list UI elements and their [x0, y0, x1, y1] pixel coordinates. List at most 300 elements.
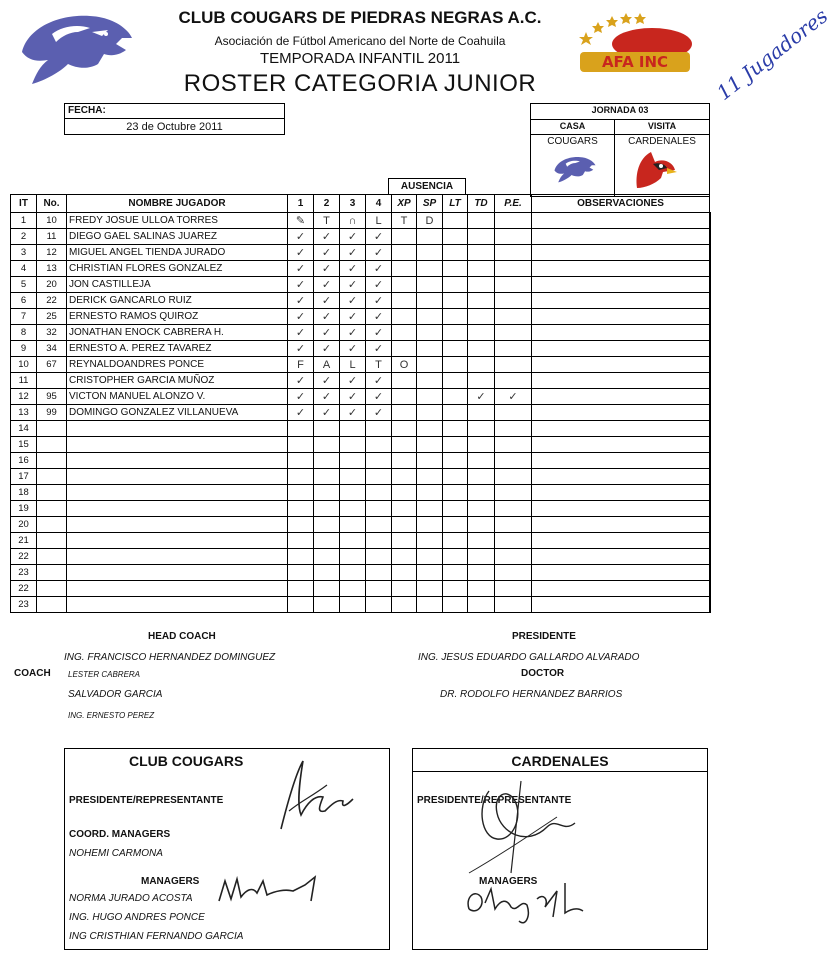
table-row — [11, 437, 711, 453]
row-mark-cell — [366, 453, 392, 469]
row-mark-cell — [288, 549, 314, 565]
row-mark-cell — [443, 549, 468, 565]
row-mark-cell — [340, 565, 366, 581]
row-mark-cell — [417, 501, 443, 517]
row-mark-cell — [392, 453, 417, 469]
row-player-name — [67, 501, 288, 517]
row-observaciones — [710, 485, 711, 501]
row-mark-cell: ✓ — [340, 261, 366, 277]
row-mark-cell — [392, 485, 417, 501]
row-mark-cell: ✓ — [366, 261, 392, 277]
row-mark-cell — [417, 565, 443, 581]
row-mark-cell — [392, 309, 417, 325]
row-it: 8 — [11, 325, 37, 341]
row-mark-cell: T — [392, 213, 417, 229]
row-mark-cell: ✓ — [340, 245, 366, 261]
row-mark-cell — [532, 437, 710, 453]
row-mark-cell — [392, 533, 417, 549]
row-mark-cell — [468, 501, 495, 517]
row-mark-cell — [443, 389, 468, 405]
row-mark-cell — [340, 517, 366, 533]
row-mark-cell — [443, 357, 468, 373]
col-observaciones: OBSERVACIONES — [532, 195, 710, 213]
row-mark-cell — [443, 517, 468, 533]
row-mark-cell — [366, 581, 392, 597]
row-mark-cell: ✓ — [340, 309, 366, 325]
row-number: 34 — [37, 341, 67, 357]
row-mark-cell — [468, 341, 495, 357]
row-mark-cell — [468, 469, 495, 485]
row-mark-cell — [288, 469, 314, 485]
row-mark-cell: T — [366, 357, 392, 373]
row-mark-cell — [417, 533, 443, 549]
row-mark-cell — [366, 565, 392, 581]
row-mark-cell: ✓ — [340, 341, 366, 357]
row-mark-cell — [340, 581, 366, 597]
row-observaciones — [710, 309, 711, 325]
row-observaciones — [710, 533, 711, 549]
row-number: 95 — [37, 389, 67, 405]
row-mark-cell — [417, 581, 443, 597]
row-mark-cell — [495, 501, 532, 517]
row-number: 20 — [37, 277, 67, 293]
signature-icon — [215, 871, 325, 907]
row-mark-cell — [288, 533, 314, 549]
row-number — [37, 533, 67, 549]
row-mark-cell — [468, 485, 495, 501]
row-observaciones — [710, 565, 711, 581]
row-mark-cell — [443, 565, 468, 581]
head-coach-label: HEAD COACH — [148, 631, 216, 642]
signature-icon — [461, 869, 601, 929]
row-it: 23 — [11, 597, 37, 613]
row-mark-cell — [417, 517, 443, 533]
table-row — [11, 501, 711, 517]
row-mark-cell — [314, 597, 340, 613]
row-mark-cell — [366, 421, 392, 437]
table-row — [11, 421, 711, 437]
row-mark-cell — [340, 453, 366, 469]
club-cougars-signature-box — [64, 748, 390, 950]
col-sp: SP — [417, 195, 443, 213]
row-mark-cell — [495, 309, 532, 325]
row-mark-cell — [340, 421, 366, 437]
row-mark-cell — [366, 469, 392, 485]
row-mark-cell — [443, 373, 468, 389]
row-observaciones — [710, 277, 711, 293]
row-number: 25 — [37, 309, 67, 325]
row-it: 13 — [11, 405, 37, 421]
row-mark-cell: ✓ — [314, 293, 340, 309]
row-mark-cell — [340, 485, 366, 501]
row-mark-cell — [288, 437, 314, 453]
row-mark-cell — [417, 421, 443, 437]
row-mark-cell — [532, 501, 710, 517]
row-number — [37, 597, 67, 613]
row-mark-cell — [392, 229, 417, 245]
row-mark-cell — [392, 581, 417, 597]
row-mark-cell — [366, 597, 392, 613]
table-row — [11, 277, 711, 293]
row-mark-cell: O — [392, 357, 417, 373]
row-mark-cell — [468, 421, 495, 437]
fecha-value: 23 de Octubre 2011 — [126, 121, 223, 133]
row-mark-cell — [495, 229, 532, 245]
row-mark-cell — [417, 389, 443, 405]
row-number — [37, 437, 67, 453]
row-mark-cell: ✓ — [366, 309, 392, 325]
table-row — [11, 565, 711, 581]
table-row — [11, 357, 711, 373]
row-mark-cell — [417, 229, 443, 245]
row-mark-cell — [495, 341, 532, 357]
row-mark-cell: D — [417, 213, 443, 229]
row-mark-cell — [314, 485, 340, 501]
cardenales-signature-box — [412, 748, 708, 950]
row-mark-cell — [443, 581, 468, 597]
jornada-title: JORNADA 03 — [591, 105, 649, 115]
row-mark-cell — [443, 293, 468, 309]
table-row — [11, 581, 711, 597]
row-observaciones — [710, 405, 711, 421]
row-mark-cell: ✓ — [314, 341, 340, 357]
table-row — [11, 213, 711, 229]
row-mark-cell — [468, 549, 495, 565]
row-number: 12 — [37, 245, 67, 261]
doctor-label: DOCTOR — [521, 668, 565, 679]
row-mark-cell: ✓ — [366, 405, 392, 421]
club-managers-label: MANAGERS — [141, 876, 200, 887]
row-player-name: JONATHAN ENOCK CABRERA H. — [67, 325, 288, 341]
row-mark-cell: ✓ — [366, 325, 392, 341]
ausencia-header: AUSENCIA — [388, 178, 466, 195]
row-mark-cell — [392, 325, 417, 341]
table-row — [11, 517, 711, 533]
row-mark-cell — [392, 517, 417, 533]
casa-label: CASA — [559, 121, 586, 131]
row-mark-cell — [340, 437, 366, 453]
row-player-name: CRISTOPHER GARCIA MUÑOZ — [67, 373, 288, 389]
row-player-name: DIEGO GAEL SALINAS JUAREZ — [67, 229, 288, 245]
row-player-name — [67, 485, 288, 501]
visita-label: VISITA — [647, 121, 677, 131]
row-mark-cell — [468, 453, 495, 469]
row-mark-cell — [443, 245, 468, 261]
row-it: 16 — [11, 453, 37, 469]
jornada-box — [530, 103, 710, 197]
signature-icon — [271, 755, 361, 835]
table-row — [11, 341, 711, 357]
row-player-name: CHRISTIAN FLORES GONZALEZ — [67, 261, 288, 277]
club-box-title: CLUB COUGARS — [129, 753, 244, 769]
association-name: Asociación de Fútbol Americano del Norte de Coahuila — [214, 34, 506, 48]
row-mark-cell: ✓ — [314, 261, 340, 277]
row-mark-cell — [392, 245, 417, 261]
row-observaciones — [710, 453, 711, 469]
club-coord-label: COORD. MANAGERS — [69, 829, 171, 840]
row-mark-cell: ✓ — [340, 325, 366, 341]
row-player-name: ERNESTO RAMOS QUIROZ — [67, 309, 288, 325]
row-it: 21 — [11, 533, 37, 549]
table-row — [11, 405, 711, 421]
row-it: 19 — [11, 501, 37, 517]
row-mark-cell — [532, 485, 710, 501]
row-mark-cell: ✓ — [366, 293, 392, 309]
table-row — [11, 469, 711, 485]
row-mark-cell: ✓ — [340, 277, 366, 293]
row-it: 23 — [11, 565, 37, 581]
row-mark-cell — [366, 533, 392, 549]
row-it: 4 — [11, 261, 37, 277]
row-mark-cell — [288, 485, 314, 501]
row-mark-cell — [417, 357, 443, 373]
row-mark-cell — [392, 277, 417, 293]
row-mark-cell — [468, 597, 495, 613]
row-it: 17 — [11, 469, 37, 485]
row-mark-cell — [532, 277, 710, 293]
row-mark-cell — [314, 533, 340, 549]
table-row — [11, 597, 711, 613]
row-it: 3 — [11, 245, 37, 261]
table-header-row — [11, 195, 711, 213]
table-row — [11, 453, 711, 469]
fecha-label: FECHA: — [68, 105, 106, 116]
row-mark-cell: L — [366, 213, 392, 229]
row-mark-cell — [495, 469, 532, 485]
row-mark-cell: ✓ — [288, 405, 314, 421]
row-mark-cell — [443, 533, 468, 549]
row-mark-cell: ✓ — [288, 389, 314, 405]
casa-logo-icon — [553, 154, 597, 184]
row-mark-cell — [340, 501, 366, 517]
row-mark-cell — [495, 373, 532, 389]
row-mark-cell — [366, 437, 392, 453]
row-number: 67 — [37, 357, 67, 373]
presidente-name: ING. JESUS EDUARDO GALLARDO ALVARADO — [418, 652, 640, 663]
row-player-name: ERNESTO A. PEREZ TAVAREZ — [67, 341, 288, 357]
row-mark-cell — [468, 245, 495, 261]
row-player-name: FREDY JOSUE ULLOA TORRES — [67, 213, 288, 229]
row-number — [37, 565, 67, 581]
cardenales-presidente-label: PRESIDENTE/REPRESENTANTE — [417, 795, 572, 806]
row-number: 11 — [37, 229, 67, 245]
row-mark-cell — [417, 453, 443, 469]
row-mark-cell — [495, 261, 532, 277]
row-mark-cell — [392, 469, 417, 485]
row-mark-cell — [417, 325, 443, 341]
fecha-box — [64, 103, 285, 135]
handwritten-note: 11 Jugadores — [712, 3, 832, 105]
row-mark-cell — [495, 549, 532, 565]
club-title: CLUB COUGARS DE PIEDRAS NEGRAS A.C. — [178, 8, 542, 27]
row-mark-cell — [532, 549, 710, 565]
row-mark-cell: T — [314, 213, 340, 229]
row-mark-cell — [314, 437, 340, 453]
row-mark-cell — [495, 437, 532, 453]
row-mark-cell — [340, 597, 366, 613]
row-mark-cell: ✓ — [288, 245, 314, 261]
row-mark-cell — [443, 469, 468, 485]
row-observaciones — [710, 325, 711, 341]
row-mark-cell — [495, 405, 532, 421]
row-it: 22 — [11, 549, 37, 565]
row-mark-cell — [495, 581, 532, 597]
row-mark-cell — [468, 517, 495, 533]
row-mark-cell: ✓ — [340, 389, 366, 405]
table-row — [11, 485, 711, 501]
row-mark-cell: ✓ — [314, 229, 340, 245]
coach-name: SALVADOR GARCIA — [68, 689, 163, 700]
row-mark-cell — [392, 437, 417, 453]
row-mark-cell — [340, 469, 366, 485]
row-number — [37, 581, 67, 597]
row-mark-cell — [392, 261, 417, 277]
table-row — [11, 309, 711, 325]
row-it: 12 — [11, 389, 37, 405]
row-mark-cell — [417, 277, 443, 293]
row-mark-cell: ✓ — [288, 341, 314, 357]
row-player-name — [67, 565, 288, 581]
row-mark-cell: ✓ — [314, 309, 340, 325]
row-mark-cell: ✓ — [340, 293, 366, 309]
club-manager-name: ING CRISTHIAN FERNANDO GARCIA — [69, 931, 244, 942]
row-mark-cell — [532, 357, 710, 373]
row-it: 14 — [11, 421, 37, 437]
row-mark-cell — [495, 357, 532, 373]
row-mark-cell — [417, 309, 443, 325]
row-mark-cell — [468, 229, 495, 245]
col-td: TD — [468, 195, 495, 213]
row-mark-cell — [443, 277, 468, 293]
row-player-name — [67, 533, 288, 549]
row-mark-cell — [532, 261, 710, 277]
row-mark-cell: ✓ — [366, 373, 392, 389]
row-mark-cell — [468, 565, 495, 581]
row-mark-cell: ✓ — [366, 341, 392, 357]
presidente-label: PRESIDENTE — [512, 631, 576, 642]
row-player-name: MIGUEL ANGEL TIENDA JURADO — [67, 245, 288, 261]
row-it: 7 — [11, 309, 37, 325]
row-mark-cell — [443, 341, 468, 357]
row-mark-cell — [417, 549, 443, 565]
row-number — [37, 485, 67, 501]
row-number — [37, 453, 67, 469]
col-lt: LT — [443, 195, 468, 213]
club-presidente-label: PRESIDENTE/REPRESENTANTE — [69, 795, 224, 806]
row-mark-cell — [443, 325, 468, 341]
col-q3: 3 — [340, 195, 366, 213]
row-mark-cell — [443, 229, 468, 245]
row-player-name — [67, 469, 288, 485]
table-row — [11, 229, 711, 245]
row-number — [37, 469, 67, 485]
row-mark-cell — [532, 309, 710, 325]
row-mark-cell — [340, 533, 366, 549]
row-mark-cell — [443, 213, 468, 229]
row-mark-cell — [392, 405, 417, 421]
table-row — [11, 325, 711, 341]
col-it: IT — [11, 195, 37, 213]
row-observaciones — [710, 549, 711, 565]
row-mark-cell — [366, 517, 392, 533]
row-player-name: DOMINGO GONZALEZ VILLANUEVA — [67, 405, 288, 421]
row-mark-cell — [417, 261, 443, 277]
row-mark-cell — [443, 421, 468, 437]
col-q1: 1 — [288, 195, 314, 213]
row-observaciones — [710, 421, 711, 437]
row-it: 18 — [11, 485, 37, 501]
row-mark-cell — [392, 597, 417, 613]
col-pe: P.E. — [495, 195, 532, 213]
row-mark-cell — [314, 581, 340, 597]
row-mark-cell: ✓ — [288, 261, 314, 277]
row-mark-cell — [314, 501, 340, 517]
row-mark-cell — [443, 261, 468, 277]
row-mark-cell — [532, 213, 710, 229]
row-mark-cell — [392, 565, 417, 581]
row-mark-cell — [443, 405, 468, 421]
row-number — [37, 517, 67, 533]
row-mark-cell — [532, 421, 710, 437]
row-mark-cell — [468, 533, 495, 549]
row-number — [37, 373, 67, 389]
row-mark-cell — [495, 277, 532, 293]
coach-name: LESTER CABRERA — [68, 670, 141, 679]
season-title: TEMPORADA INFANTIL 2011 — [259, 50, 461, 67]
row-observaciones — [710, 245, 711, 261]
table-row — [11, 261, 711, 277]
col-q2: 2 — [314, 195, 340, 213]
row-mark-cell — [532, 405, 710, 421]
row-number: 32 — [37, 325, 67, 341]
row-mark-cell — [288, 597, 314, 613]
coach-name: ING. ERNESTO PEREZ — [68, 711, 155, 720]
row-mark-cell — [468, 293, 495, 309]
row-mark-cell — [417, 469, 443, 485]
row-player-name: DERICK GANCARLO RUIZ — [67, 293, 288, 309]
cardenales-box-title: CARDENALES — [511, 753, 609, 769]
row-mark-cell: ✓ — [314, 373, 340, 389]
row-observaciones — [710, 389, 711, 405]
row-mark-cell — [417, 373, 443, 389]
row-player-name — [67, 437, 288, 453]
row-it: 6 — [11, 293, 37, 309]
row-player-name: REYNALDOANDRES PONCE — [67, 357, 288, 373]
row-mark-cell — [288, 501, 314, 517]
col-q4: 4 — [366, 195, 392, 213]
row-mark-cell — [288, 421, 314, 437]
row-mark-cell: ∩ — [340, 213, 366, 229]
row-mark-cell — [532, 325, 710, 341]
row-mark-cell — [532, 373, 710, 389]
row-mark-cell: ✓ — [288, 309, 314, 325]
table-row — [11, 389, 711, 405]
row-mark-cell — [443, 597, 468, 613]
row-mark-cell — [443, 501, 468, 517]
row-mark-cell — [495, 533, 532, 549]
row-mark-cell: ✓ — [288, 277, 314, 293]
row-mark-cell — [532, 341, 710, 357]
cardenales-logo-icon — [631, 148, 679, 192]
row-mark-cell — [468, 277, 495, 293]
row-observaciones — [710, 341, 711, 357]
row-mark-cell — [417, 405, 443, 421]
row-mark-cell — [392, 501, 417, 517]
row-mark-cell — [392, 389, 417, 405]
row-mark-cell — [366, 501, 392, 517]
row-it: 9 — [11, 341, 37, 357]
row-mark-cell: ✓ — [314, 389, 340, 405]
